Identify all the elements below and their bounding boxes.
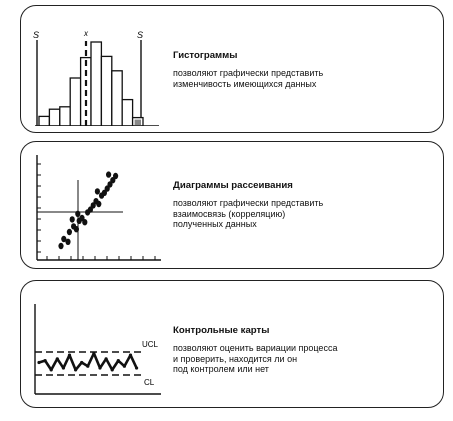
scatter-point — [75, 211, 80, 217]
scatter-point — [65, 239, 70, 245]
scatter-point — [113, 173, 118, 179]
control-point — [56, 357, 59, 360]
histogram-bar — [49, 109, 59, 126]
control-point — [62, 366, 65, 369]
histogram-title: Гистограммы — [173, 50, 238, 61]
scatter-desc-line: полученных данных — [173, 219, 257, 229]
histogram-bar — [112, 71, 122, 126]
scatter-title: Диаграммы рассеивания — [173, 180, 293, 191]
histogram-bar — [91, 42, 101, 126]
control-description — [173, 343, 435, 375]
scatter-point — [106, 171, 111, 177]
control-point — [105, 357, 108, 360]
scatter-point — [96, 201, 101, 207]
scatter-text — [173, 180, 435, 230]
control-point — [86, 365, 89, 368]
control-point — [68, 354, 71, 357]
histogram-bar-shade — [135, 120, 141, 125]
control-point — [117, 359, 120, 362]
histogram-bar — [101, 56, 111, 126]
lower-spec-label: S — [33, 30, 40, 40]
scatter-point — [70, 216, 75, 222]
histogram-bar — [60, 107, 70, 126]
scatter-desc-line: позволяют графически представить — [173, 198, 324, 208]
scatter-points — [58, 171, 118, 249]
histogram-desc-line: изменчивость имеющихся данных — [173, 78, 317, 89]
control-point — [98, 366, 101, 369]
control-point — [74, 368, 77, 371]
histogram-description — [173, 68, 435, 89]
histogram-bar — [39, 116, 49, 126]
control-point — [37, 361, 40, 364]
scatter-point — [58, 243, 63, 249]
histogram-desc-line: позволяют графически представить — [173, 68, 324, 78]
mean-label: x — [84, 29, 88, 38]
control-series — [37, 352, 138, 372]
control-desc-line: и проверить, находится ли он — [173, 353, 298, 364]
ucl-label: UCL — [142, 340, 159, 349]
control-point — [44, 359, 47, 362]
control-text — [173, 325, 435, 375]
control-chart-panel — [20, 280, 444, 408]
scatter-point — [95, 188, 100, 194]
control-point — [50, 368, 53, 371]
histogram-bar — [70, 78, 80, 126]
scatter-point — [67, 229, 72, 235]
upper-spec-label: S — [137, 30, 144, 40]
control-chart-figure — [31, 289, 163, 401]
scatter-desc-line: взаимосвязь (корреляцию) — [173, 208, 286, 219]
scatter-panel — [20, 141, 444, 269]
histogram-bars — [39, 42, 143, 126]
control-point — [80, 361, 83, 364]
scatter-point — [74, 226, 79, 232]
cl-label: CL — [144, 378, 155, 387]
control-point — [123, 365, 126, 368]
histogram-bar — [122, 100, 132, 126]
control-point — [92, 352, 95, 355]
control-desc-line: под контролем или нет — [173, 364, 269, 374]
control-point — [111, 368, 114, 371]
scatter-description — [173, 198, 435, 230]
control-title: Контрольные карты — [173, 325, 270, 336]
control-desc-line: позволяют оценить вариации процесса — [173, 343, 338, 353]
control-point — [135, 366, 138, 369]
scatter-figure — [31, 150, 163, 262]
histogram-text — [173, 50, 435, 89]
control-point — [129, 354, 132, 357]
histogram-panel — [20, 5, 444, 133]
histogram-figure — [31, 14, 163, 126]
scatter-point — [82, 219, 87, 225]
